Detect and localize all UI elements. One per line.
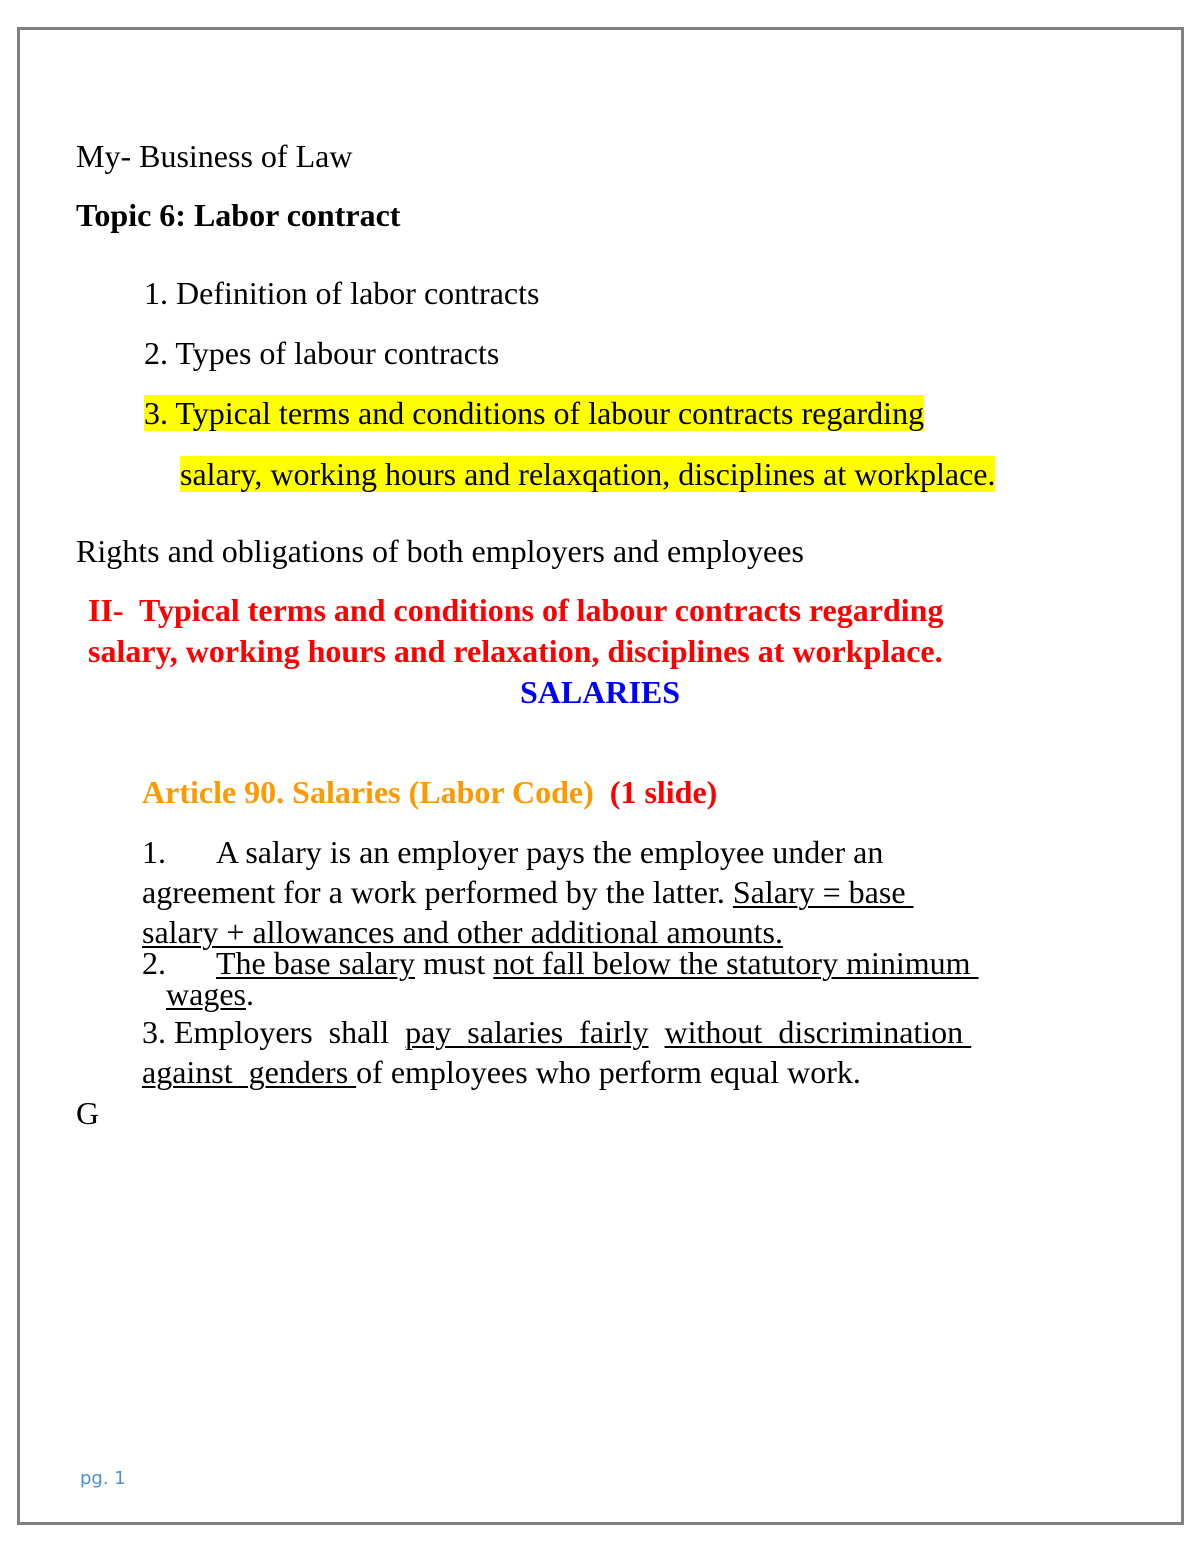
para-2-line-1 <box>216 945 979 982</box>
para-1-underlined-end: salary + allowances and other additional amounts. <box>142 914 783 950</box>
outline-item-2: 2. Types of labour contracts <box>144 335 500 371</box>
highlighted-text: salary, working hours and relaxqation, disciplines at workplace. <box>180 456 996 492</box>
para-1-line-2 <box>142 874 914 911</box>
para-2-underlined-1: The base salary <box>216 945 416 981</box>
para-3-line-2 <box>142 1054 861 1091</box>
article-heading <box>142 774 717 811</box>
section-heading-line-1: II- Typical terms and conditions of labour contracts regarding <box>88 592 944 628</box>
para-3-underlined-3: against genders <box>142 1054 357 1090</box>
para-3-line-1 <box>142 1014 971 1051</box>
slide-note: (1 slide) <box>609 774 718 810</box>
article-title: Article 90. Salaries (Labor Code) <box>142 774 594 810</box>
highlighted-text: 3. Typical terms and conditions of labour contracts regarding <box>144 395 925 431</box>
rights-line: Rights and obligations of both employers and employees <box>76 533 804 569</box>
outline-item-3-line-1 <box>144 395 924 432</box>
salaries-subheading: SALARIES <box>519 674 681 710</box>
para-2-text: must <box>415 945 494 981</box>
outline-item-1: 1. Definition of labor contracts <box>144 275 540 311</box>
para-1-line-1: A salary is an employer pays the employee under an <box>216 834 884 870</box>
para-2-end: . <box>245 976 254 1012</box>
outline-item-3-line-2 <box>180 456 995 493</box>
document-title: My- Business of Law <box>76 138 353 174</box>
stray-character: G <box>76 1095 100 1131</box>
para-2-num: 2. <box>142 945 166 981</box>
para-3-end: of employees who perform equal work. <box>356 1054 861 1090</box>
para-2-line-2 <box>166 976 254 1013</box>
topic-heading: Topic 6: Labor contract <box>76 197 401 233</box>
page-number: pg. 1 <box>80 1468 126 1489</box>
para-1-underlined: Salary = base <box>732 874 914 910</box>
para-3-underlined-2: without discrimination <box>664 1014 972 1050</box>
para-1-num: 1. <box>142 834 166 870</box>
para-1-text: agreement for a work performed by the latter. <box>142 874 733 910</box>
para-2-underlined-2: not fall below the statutory minimum <box>493 945 979 981</box>
para-3-text: 3. Employers shall <box>142 1014 406 1050</box>
para-3-underlined-1: pay salaries fairly <box>405 1014 649 1050</box>
section-heading-line-2: salary, working hours and relaxation, disciplines at workplace. <box>88 633 943 669</box>
para-2-underlined-3: wages <box>166 976 246 1012</box>
